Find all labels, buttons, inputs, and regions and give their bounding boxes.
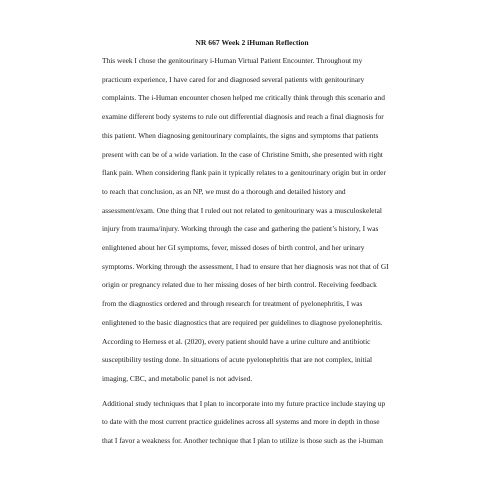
paragraph-line: According to Herness et al. (2020), every patient should have a urine culture and antibiotic bbox=[102, 336, 371, 346]
document-title: NR 667 Week 2 iHuman Reflection bbox=[195, 38, 309, 47]
paragraph-1 bbox=[102, 52, 402, 389]
paragraph-line: enlightened about her GI symptoms, fever, missed doses of birth control, and her urinary bbox=[102, 243, 365, 253]
paragraph-line: imaging, CBC, and metabolic panel is not advised. bbox=[102, 373, 253, 383]
paragraph-line: present with can be of a wide variation. In the case of Christine Smith, she presented with right bbox=[102, 149, 383, 159]
paragraph-2 bbox=[102, 395, 402, 451]
paragraph-line: origin or pregnancy related due to her missing doses of her birth control. Receiving feedback bbox=[102, 280, 377, 290]
paragraph-line: assessment/exam. One thing that I ruled out not related to genitourinary was a musculoskeletal bbox=[102, 205, 382, 215]
paragraph-line: to date with the most current practice guidelines across all systems and more in depth in those bbox=[102, 417, 380, 427]
paragraph-line: susceptibility testing done. In situations of acute pyelonephritis that are not complex, initial bbox=[102, 355, 373, 365]
paragraph-line: This week I chose the genitourinary i-Human Virtual Patient Encounter. Throughout my bbox=[102, 56, 363, 65]
paragraph-line: injury from trauma/injury. Working through the case and gathering the patient’s history, I was bbox=[102, 224, 379, 234]
paragraph-line: enlightened to the basic diagnostics that are required per guidelines to diagnose pyelonephritis. bbox=[102, 317, 383, 327]
paragraph-line: from the diagnostics ordered and through research for treatment of pyelonephritis, I was bbox=[102, 299, 363, 309]
paragraph-line: flank pain. When considering flank pain it typically relates to a genitourinary origin but in order bbox=[102, 168, 386, 178]
paragraph-line: complaints. The i-Human encounter chosen helped me critically think through this scenario and bbox=[102, 93, 385, 103]
paragraph-line: that I favor a weakness for. Another technique that I plan to utilize is those such as the i-human bbox=[102, 436, 383, 446]
paragraph-line: Additional study techniques that I plan to incorporate into my future practice include staying up bbox=[102, 398, 386, 408]
document-body bbox=[102, 38, 402, 451]
paragraph-line: this patient. When diagnosing genitourinary complaints, the signs and symptoms that patients bbox=[102, 130, 379, 140]
paragraph-line: practicum experience, I have cared for and diagnosed several patients with genitourinary bbox=[102, 74, 365, 84]
paragraph-line: to reach that conclusion, as an NP, we must do a thorough and detailed history and bbox=[102, 186, 346, 196]
paragraph-line: symptoms. Working through the assessment, I had to ensure that her diagnosis was not that of GI bbox=[102, 261, 389, 271]
paragraph-line: examine different body systems to rule out differential diagnosis and reach a final diagnosis for bbox=[102, 112, 384, 122]
